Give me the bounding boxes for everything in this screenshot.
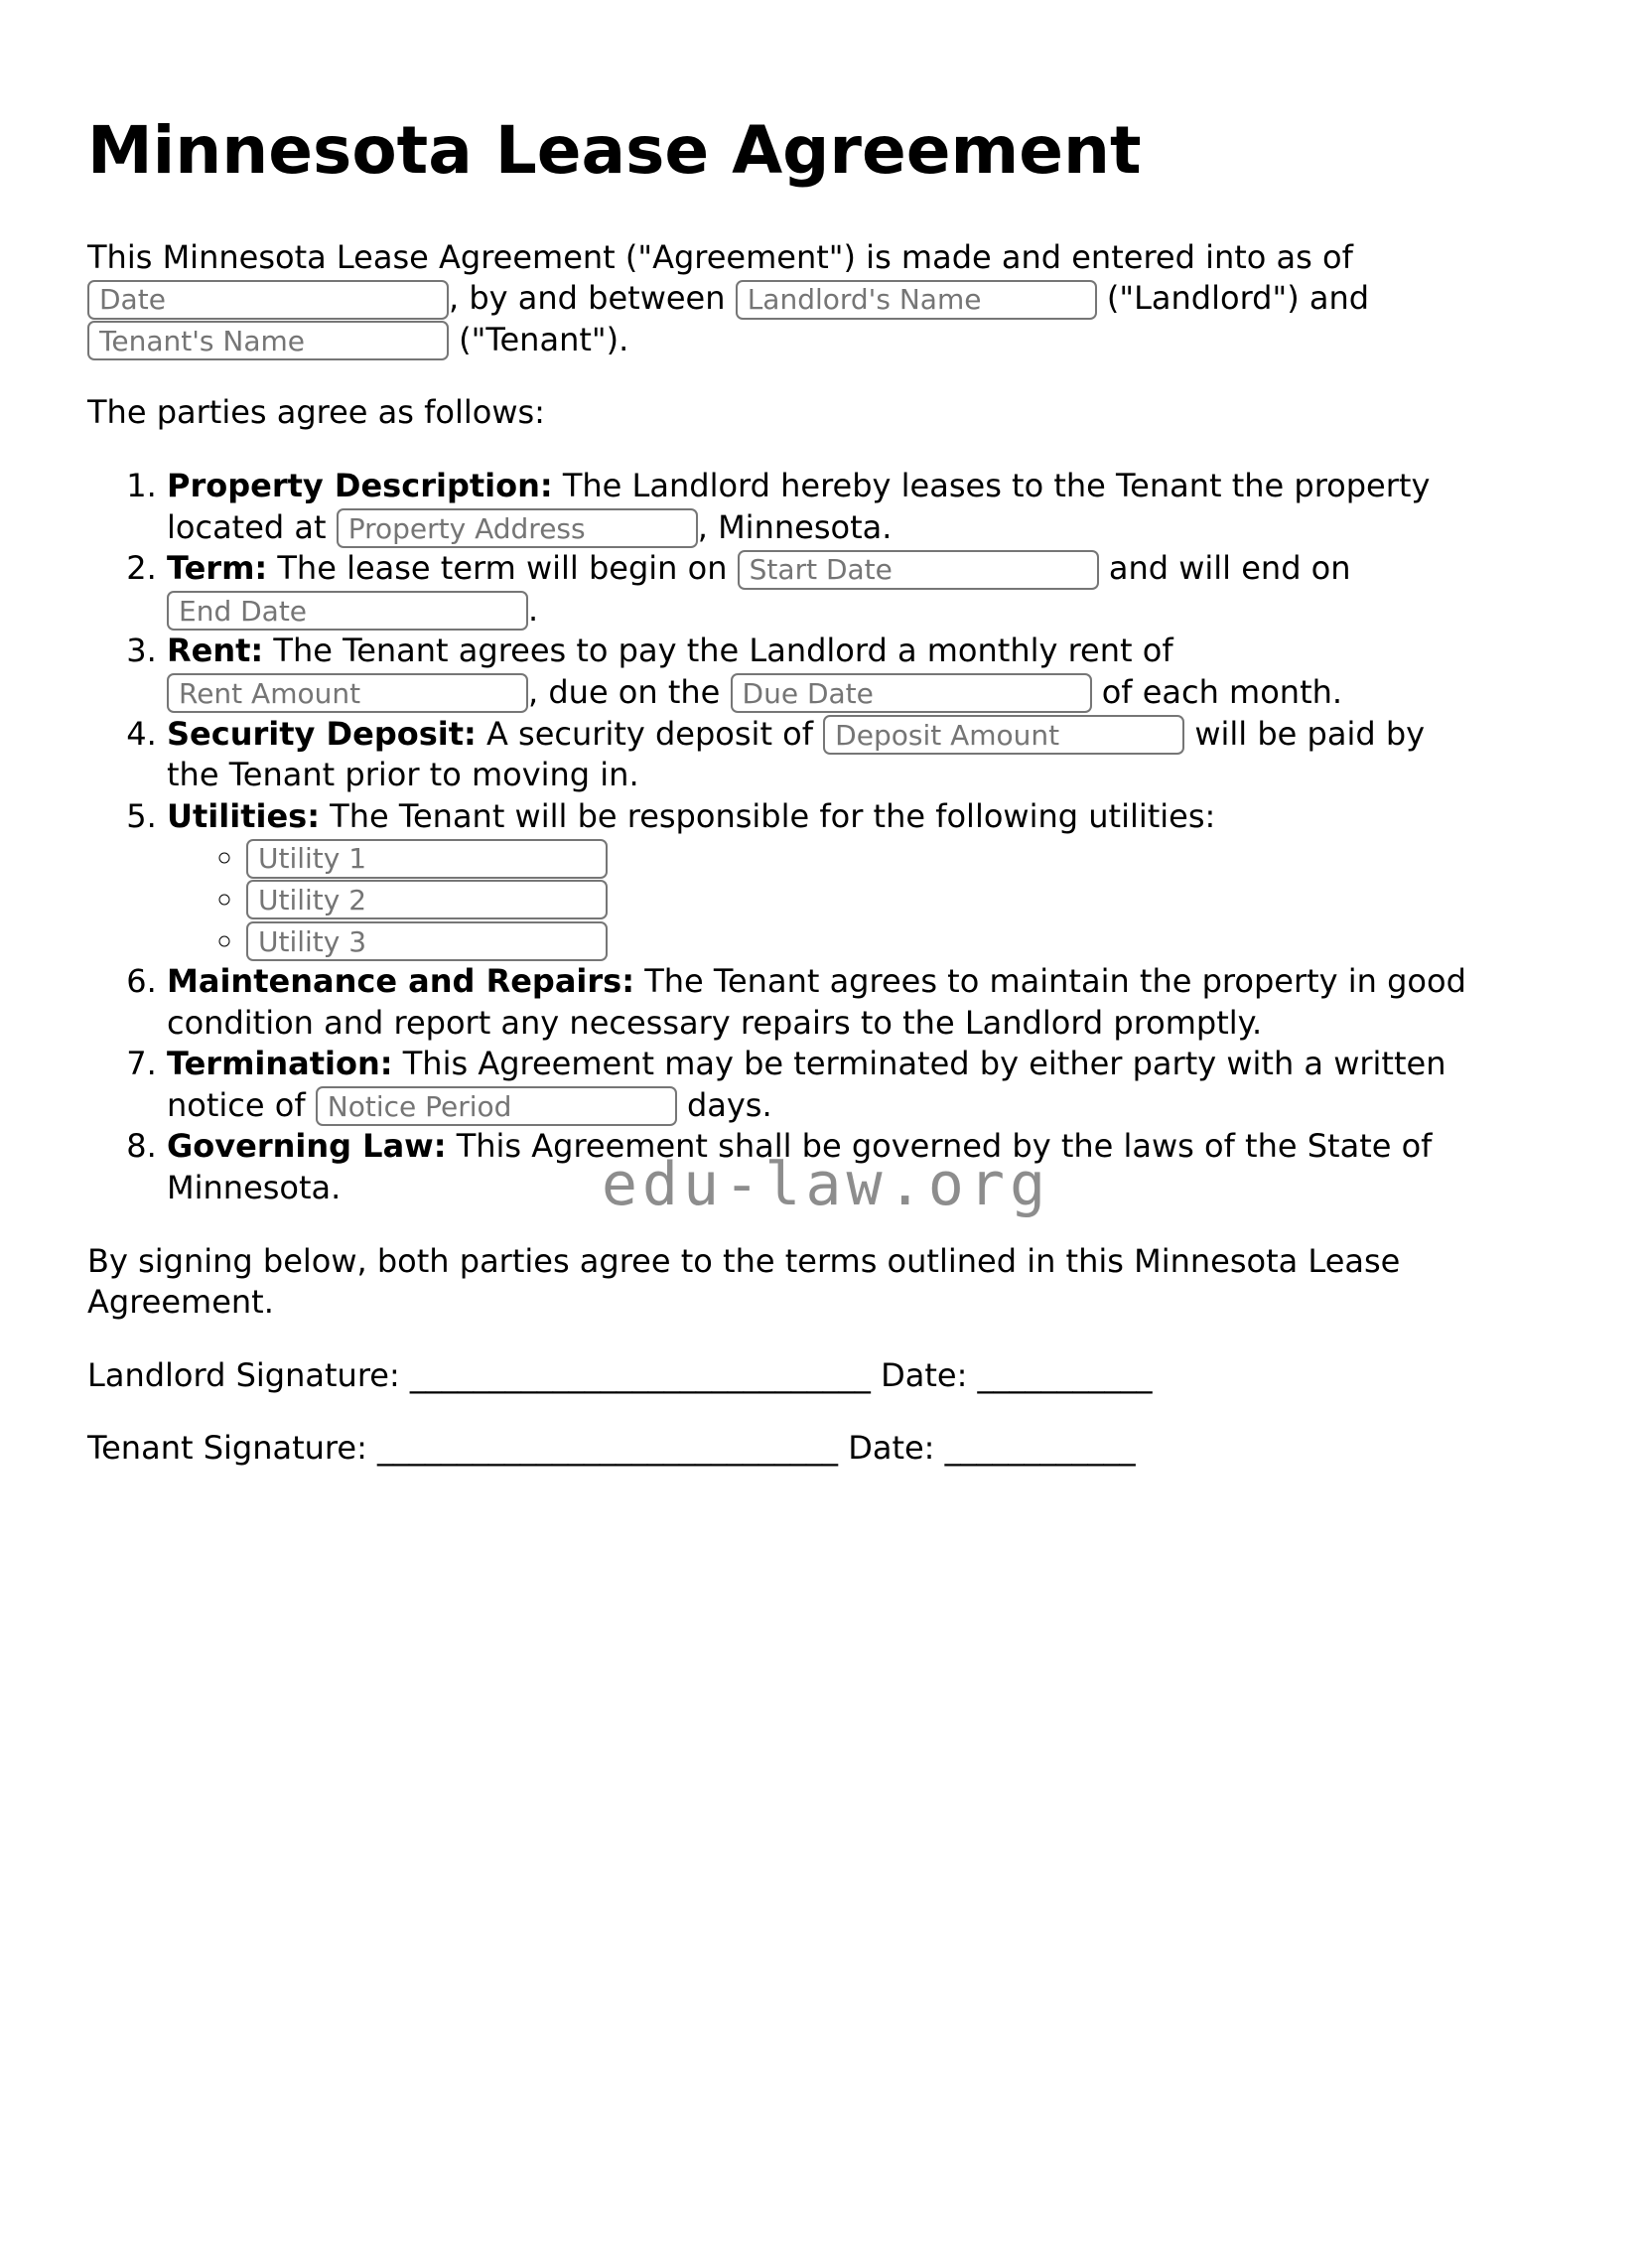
intro-paragraph: [87, 237, 1481, 361]
deposit-amount-input[interactable]: [823, 715, 1184, 755]
landlord-signature-line: _____________________________: [409, 1355, 871, 1394]
clause-security-deposit-label: Security Deposit:: [167, 714, 477, 753]
clause-governing-law-label: Governing Law:: [167, 1127, 447, 1166]
clause-rent-label: Rent:: [167, 632, 264, 670]
clause-governing-law-text-1: This Agreement shall be governed by the laws of the State of Minnesota.: [167, 1127, 1433, 1207]
clause-termination-label: Termination:: [167, 1045, 393, 1083]
tenant-date-line: ____________: [944, 1429, 1136, 1468]
clause-utilities-label: Utilities:: [167, 796, 320, 835]
clause-governing-law: [167, 1126, 1481, 1208]
tenant-date-label: Date:: [838, 1429, 945, 1468]
page-title: Minnesota Lease Agreement: [87, 112, 1142, 189]
end-date-input[interactable]: [167, 591, 528, 631]
property-address-input[interactable]: [337, 508, 698, 548]
clause-security-deposit-text-2: will be paid by the Tenant prior to moving in.: [167, 714, 1426, 794]
tenant-name-input[interactable]: [87, 321, 449, 360]
clause-utilities-text-1: The Tenant will be responsible for the following utilities:: [320, 796, 1216, 835]
closing-paragraph: By signing below, both parties agree to the terms outlined in this Minnesota Lease Agreement.: [87, 1241, 1401, 1322]
date-input[interactable]: [87, 280, 449, 320]
clause-security-deposit: [167, 714, 1481, 796]
clause-termination: [167, 1044, 1481, 1126]
clause-termination-text-1: This Agreement may be terminated by either party with a written notice of: [167, 1045, 1446, 1124]
clause-rent: [167, 631, 1481, 713]
landlord-signature-label: Landlord Signature:: [87, 1355, 410, 1394]
intro-text-1: This Minnesota Lease Agreement ("Agreement") is made and entered into as of: [87, 237, 1353, 276]
intro-text-2: , by and between: [449, 279, 736, 318]
clause-rent-text-3: of each month.: [1091, 672, 1343, 711]
tenant-signature-line: _____________________________: [377, 1429, 839, 1468]
clause-term-label: Term:: [167, 549, 268, 588]
tenant-signature-row: [87, 1428, 1481, 1470]
utilities-list-item: [246, 920, 1481, 962]
landlord-date-line: ___________: [977, 1355, 1153, 1394]
notice-period-input[interactable]: [316, 1086, 677, 1126]
start-date-input[interactable]: [738, 550, 1099, 590]
clause-property-description-text-1: The Landlord hereby leases to the Tenant the property located at: [167, 466, 1431, 546]
clause-term-text-2: and will end on: [1098, 549, 1351, 588]
landlord-signature-row: [87, 1355, 1481, 1397]
tenant-signature-label: Tenant Signature:: [87, 1429, 378, 1468]
clause-rent-text-1: The Tenant agrees to pay the Landlord a monthly rent of: [263, 632, 1173, 670]
clause-utilities: [167, 796, 1481, 961]
clause-maintenance-label: Maintenance and Repairs:: [167, 962, 635, 1001]
clause-term: [167, 548, 1481, 631]
landlord-date-label: Date:: [870, 1355, 978, 1394]
clause-termination-text-2: days.: [676, 1085, 772, 1124]
utility-1-input[interactable]: [246, 839, 608, 879]
due-date-input[interactable]: [731, 673, 1092, 713]
clause-maintenance: [167, 961, 1481, 1044]
utility-3-input[interactable]: [246, 921, 608, 961]
clause-security-deposit-text-1: A security deposit of: [476, 714, 824, 753]
watermark: edu-law.org: [601, 1150, 1051, 1219]
clause-list: [87, 466, 1481, 1209]
utility-2-input[interactable]: [246, 880, 608, 919]
clause-maintenance-text-1: The Tenant agrees to maintain the property in good condition and report any necessary repairs to the Landlord promptly.: [167, 962, 1466, 1042]
clause-property-description-label: Property Description:: [167, 466, 553, 504]
clause-rent-text-2: , due on the: [528, 672, 731, 711]
rent-amount-input[interactable]: [167, 673, 528, 713]
document-page: [0, 112, 1652, 1470]
intro-text-3: ("Landlord") and: [1096, 279, 1370, 318]
clause-property-description: [167, 466, 1481, 548]
utilities-list-item: [246, 879, 1481, 920]
landlord-name-input[interactable]: [736, 280, 1097, 320]
clause-term-text-3: .: [528, 590, 539, 629]
clause-term-text-1: The lease term will begin on: [267, 549, 738, 588]
utilities-list: [167, 837, 1481, 961]
intro-text-4: ("Tenant").: [449, 320, 629, 358]
clause-property-description-text-2: , Minnesota.: [697, 507, 893, 546]
utilities-list-item: [246, 837, 1481, 879]
parties-line: The parties agree as follows:: [87, 393, 545, 432]
